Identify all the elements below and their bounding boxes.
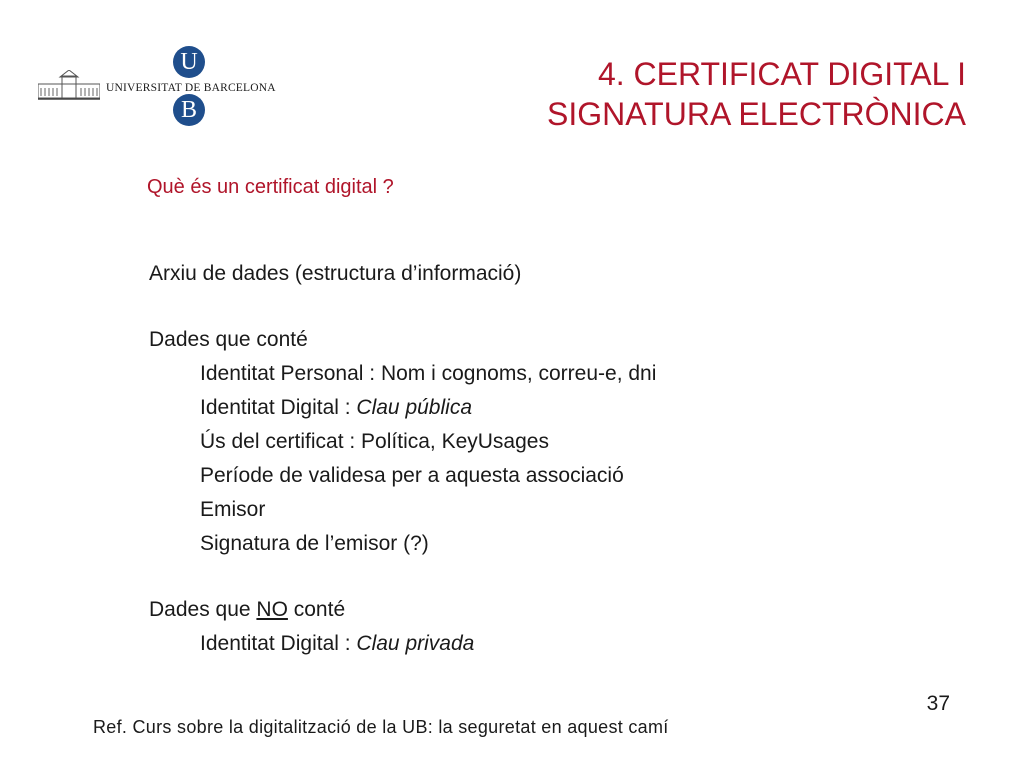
slide-title: [547, 54, 966, 134]
not-contains-heading-underlined: NO: [256, 598, 288, 621]
slide-title-line-2: SIGNATURA ELECTRÒNICA: [546, 96, 966, 132]
slide-content: [149, 257, 656, 661]
slide-subtitle: Què és un certificat digital ?: [147, 176, 394, 198]
university-name: UNIVERSITAT DE BARCELONA: [106, 82, 276, 94]
footer-reference: Ref. Curs sobre la digitalització de la UB: la seguretat en aquest camí: [93, 717, 669, 737]
not-contains-item-label: Identitat Digital :: [200, 632, 357, 655]
contains-item: Ús del certificat : Política, KeyUsages: [200, 430, 549, 453]
page-number: 37: [926, 692, 950, 715]
building-icon: [38, 70, 100, 100]
contains-item: Emisor: [200, 498, 266, 521]
university-logo: [38, 42, 278, 132]
logo-letter-u: U: [173, 46, 205, 78]
contains-item: Identitat Personal : Nom i cognoms, correu-e, dni: [200, 362, 657, 385]
contains-item: Signatura de l’emisor (?): [200, 532, 429, 555]
slide-title-line-1: 4. CERTIFICAT DIGITAL I: [597, 56, 966, 92]
not-contains-heading-after: conté: [287, 598, 346, 621]
not-contains-item: [149, 627, 656, 661]
contains-heading: Dades que conté: [149, 328, 308, 351]
not-contains-item-italic: Clau privada: [356, 632, 475, 655]
contains-item: Període de validesa per a aquesta associació: [200, 464, 624, 487]
contains-item-label: Identitat Digital :: [200, 396, 357, 419]
contains-item: [149, 391, 656, 425]
contains-item-italic: Clau pública: [356, 396, 472, 419]
logo-letter-b: B: [173, 94, 205, 126]
not-contains-heading: [149, 593, 656, 627]
intro-line: Arxiu de dades (estructura d’informació): [149, 262, 522, 285]
not-contains-heading-before: Dades que: [149, 598, 257, 621]
